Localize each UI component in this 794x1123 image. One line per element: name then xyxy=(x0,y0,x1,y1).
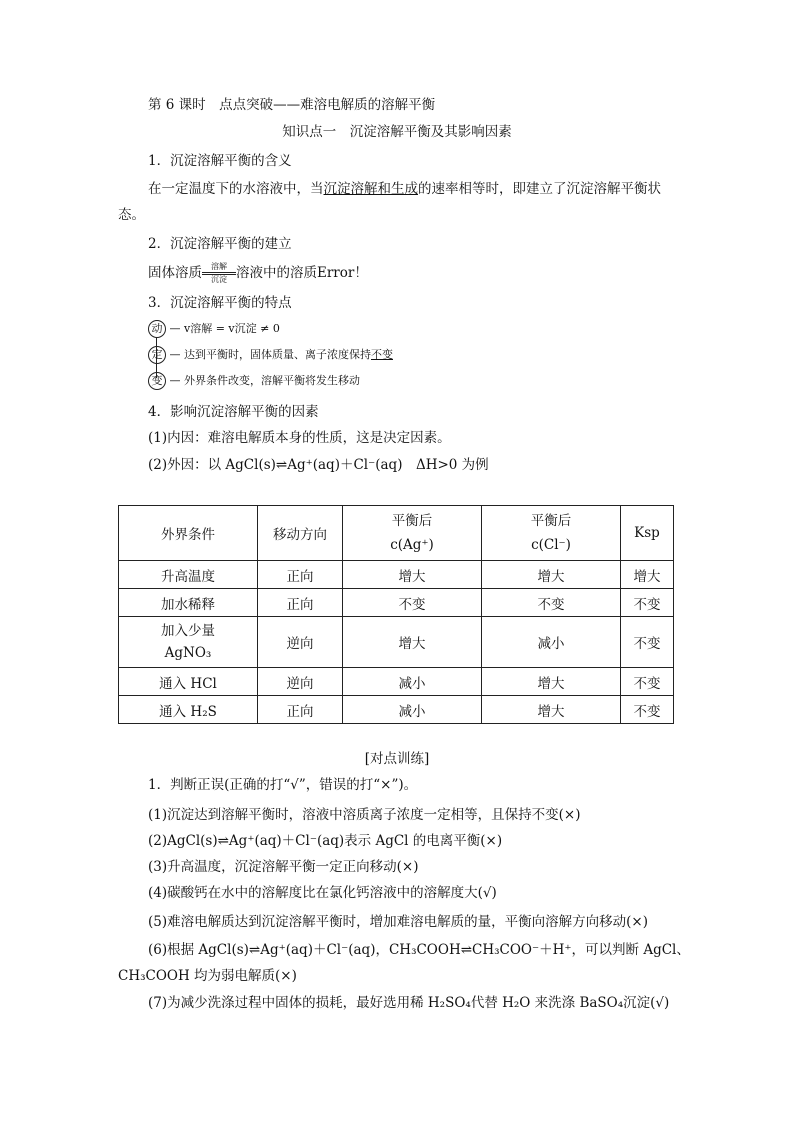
feature-fixed-marker: 定 xyxy=(148,346,166,364)
feature-dynamic-text: — v溶解 = v沉淀 ≠ 0 xyxy=(169,322,280,335)
table-cell: 增大 xyxy=(482,668,621,696)
training-item: (4)碳酸钙在水中的溶解度比在氯化钙溶液中的溶解度大(√) xyxy=(148,885,497,901)
training-item: (1)沉淀达到溶解平衡时，溶液中溶质离子浓度一定相等，且保持不变(×) xyxy=(148,807,581,823)
table-cell: 减小 xyxy=(343,668,482,696)
header-label: 平衡后 xyxy=(391,513,433,529)
arrow-label-precipitate: 沉淀 xyxy=(211,275,227,284)
table-cell: 不变 xyxy=(621,668,674,696)
feature-fixed-text: — 达到平衡时，固体质量、离子浓度保持 xyxy=(169,348,371,361)
training-title: [对点训练] xyxy=(364,751,430,767)
feature-change-text: — 外界条件改变，溶解平衡将发生移动 xyxy=(169,374,360,387)
table-cell: 减小 xyxy=(482,617,621,668)
table-row xyxy=(119,668,674,696)
equilibrium-arrow xyxy=(202,263,236,284)
training-item: (5)难溶电解质达到沉淀溶解平衡时，增加难溶电解质的量，平衡向溶解方向移动(×) xyxy=(148,914,648,930)
table-cell: 不变 xyxy=(482,589,621,617)
header-label: c(Cl⁻) xyxy=(531,537,571,553)
s4-heading: 4．影响沉淀溶解平衡的因素 xyxy=(148,404,319,420)
training-item: (6)根据 AgCl(s)⇌Ag⁺(aq)＋Cl⁻(aq)，CH₃COOH⇌CH₃COO⁻＋H⁺，可以判断 AgCl、 xyxy=(148,942,690,958)
table-cell: 正向 xyxy=(258,561,343,589)
table-cell: 不变 xyxy=(343,589,482,617)
table-header-row xyxy=(119,506,674,561)
s2-text-a: 固体溶质 xyxy=(148,265,202,281)
factors-table xyxy=(118,505,674,724)
feature-dynamic xyxy=(148,320,280,338)
s3-heading: 3．沉淀溶解平衡的特点 xyxy=(148,295,292,311)
s2-paragraph xyxy=(148,263,368,284)
s1-text-b: 的速率相等时，即建立了沉淀溶解平衡状 xyxy=(418,181,661,197)
training-item: (2)AgCl(s)⇌Ag⁺(aq)＋Cl⁻(aq)表示 AgCl 的电离平衡(×) xyxy=(148,833,503,849)
table-cell: 增大 xyxy=(482,696,621,724)
table-row xyxy=(119,696,674,724)
table-cell: 不变 xyxy=(621,589,674,617)
table-header-cell: 移动方向 xyxy=(258,506,343,561)
training-item: (3)升高温度，沉淀溶解平衡一定正向移动(×) xyxy=(148,859,419,875)
table-cell: 增大 xyxy=(482,561,621,589)
lesson-title: 第 6 课时 点点突破——难溶电解质的溶解平衡 xyxy=(148,97,436,113)
table-cell: 加入少量 AgNO₃ xyxy=(119,617,258,668)
s2-heading: 2．沉淀溶解平衡的建立 xyxy=(148,236,292,252)
table-cell: 正向 xyxy=(258,696,343,724)
feature-dynamic-marker: 动 xyxy=(148,320,166,338)
training-item: (7)为减少洗涤过程中固体的损耗，最好选用稀 H₂SO₄代替 H₂O 来洗涤 BaSO₄沉淀(√) xyxy=(148,995,670,1011)
training-question: 1．判断正误(正确的打“√”，错误的打“×”)。 xyxy=(148,777,418,793)
header-label: 平衡后 xyxy=(530,513,572,529)
s1-heading: 1．沉淀溶解平衡的含义 xyxy=(148,153,292,169)
s2-text-b: 溶液中的溶质Error！ xyxy=(236,265,368,281)
table-cell: 增大 xyxy=(343,561,482,589)
feature-fixed-underlined: 不变 xyxy=(371,348,393,361)
s4-inner-factor: (1)内因：难溶电解质本身的性质，这是决定因素。 xyxy=(148,430,451,446)
table-row xyxy=(119,617,674,668)
s1-paragraph-end: 态。 xyxy=(118,207,145,223)
table-header-cell: 外界条件 xyxy=(119,506,258,561)
table-cell: 通入 HCl xyxy=(119,668,258,696)
feature-change xyxy=(148,372,360,390)
table-header-cell: Ksp xyxy=(621,506,674,561)
table-cell: 升高温度 xyxy=(119,561,258,589)
feature-fixed xyxy=(148,346,393,364)
table-cell: 通入 H₂S xyxy=(119,696,258,724)
table-header-cell xyxy=(482,506,621,561)
arrow-label-dissolve: 溶解 xyxy=(211,262,227,271)
table-row xyxy=(119,589,674,617)
table-header-cell xyxy=(343,506,482,561)
header-label: c(Ag⁺) xyxy=(390,537,434,553)
s1-text-a: 在一定温度下的水溶液中，当 xyxy=(148,181,324,197)
table-cell: 逆向 xyxy=(258,617,343,668)
table-cell: 减小 xyxy=(343,696,482,724)
table-cell: 增大 xyxy=(621,561,674,589)
feature-change-marker: 变 xyxy=(148,372,166,390)
table-cell: 逆向 xyxy=(258,668,343,696)
table-cell: 不变 xyxy=(621,696,674,724)
s4-outer-factor: (2)外因：以 AgCl(s)⇌Ag⁺(aq)＋Cl⁻(aq) ΔH>0 为例 xyxy=(148,457,489,473)
table-cell: 加水稀释 xyxy=(119,589,258,617)
table-row xyxy=(119,561,674,589)
table-cell: 增大 xyxy=(343,617,482,668)
section-title: 知识点一 沉淀溶解平衡及其影响因素 xyxy=(282,124,512,140)
s1-underlined: 沉淀溶解和生成 xyxy=(323,181,418,197)
s1-paragraph xyxy=(148,180,661,198)
table-cell: 不变 xyxy=(621,617,674,668)
training-item-continued: CH₃COOH 均为弱电解质(×) xyxy=(118,968,297,984)
table-cell: 正向 xyxy=(258,589,343,617)
